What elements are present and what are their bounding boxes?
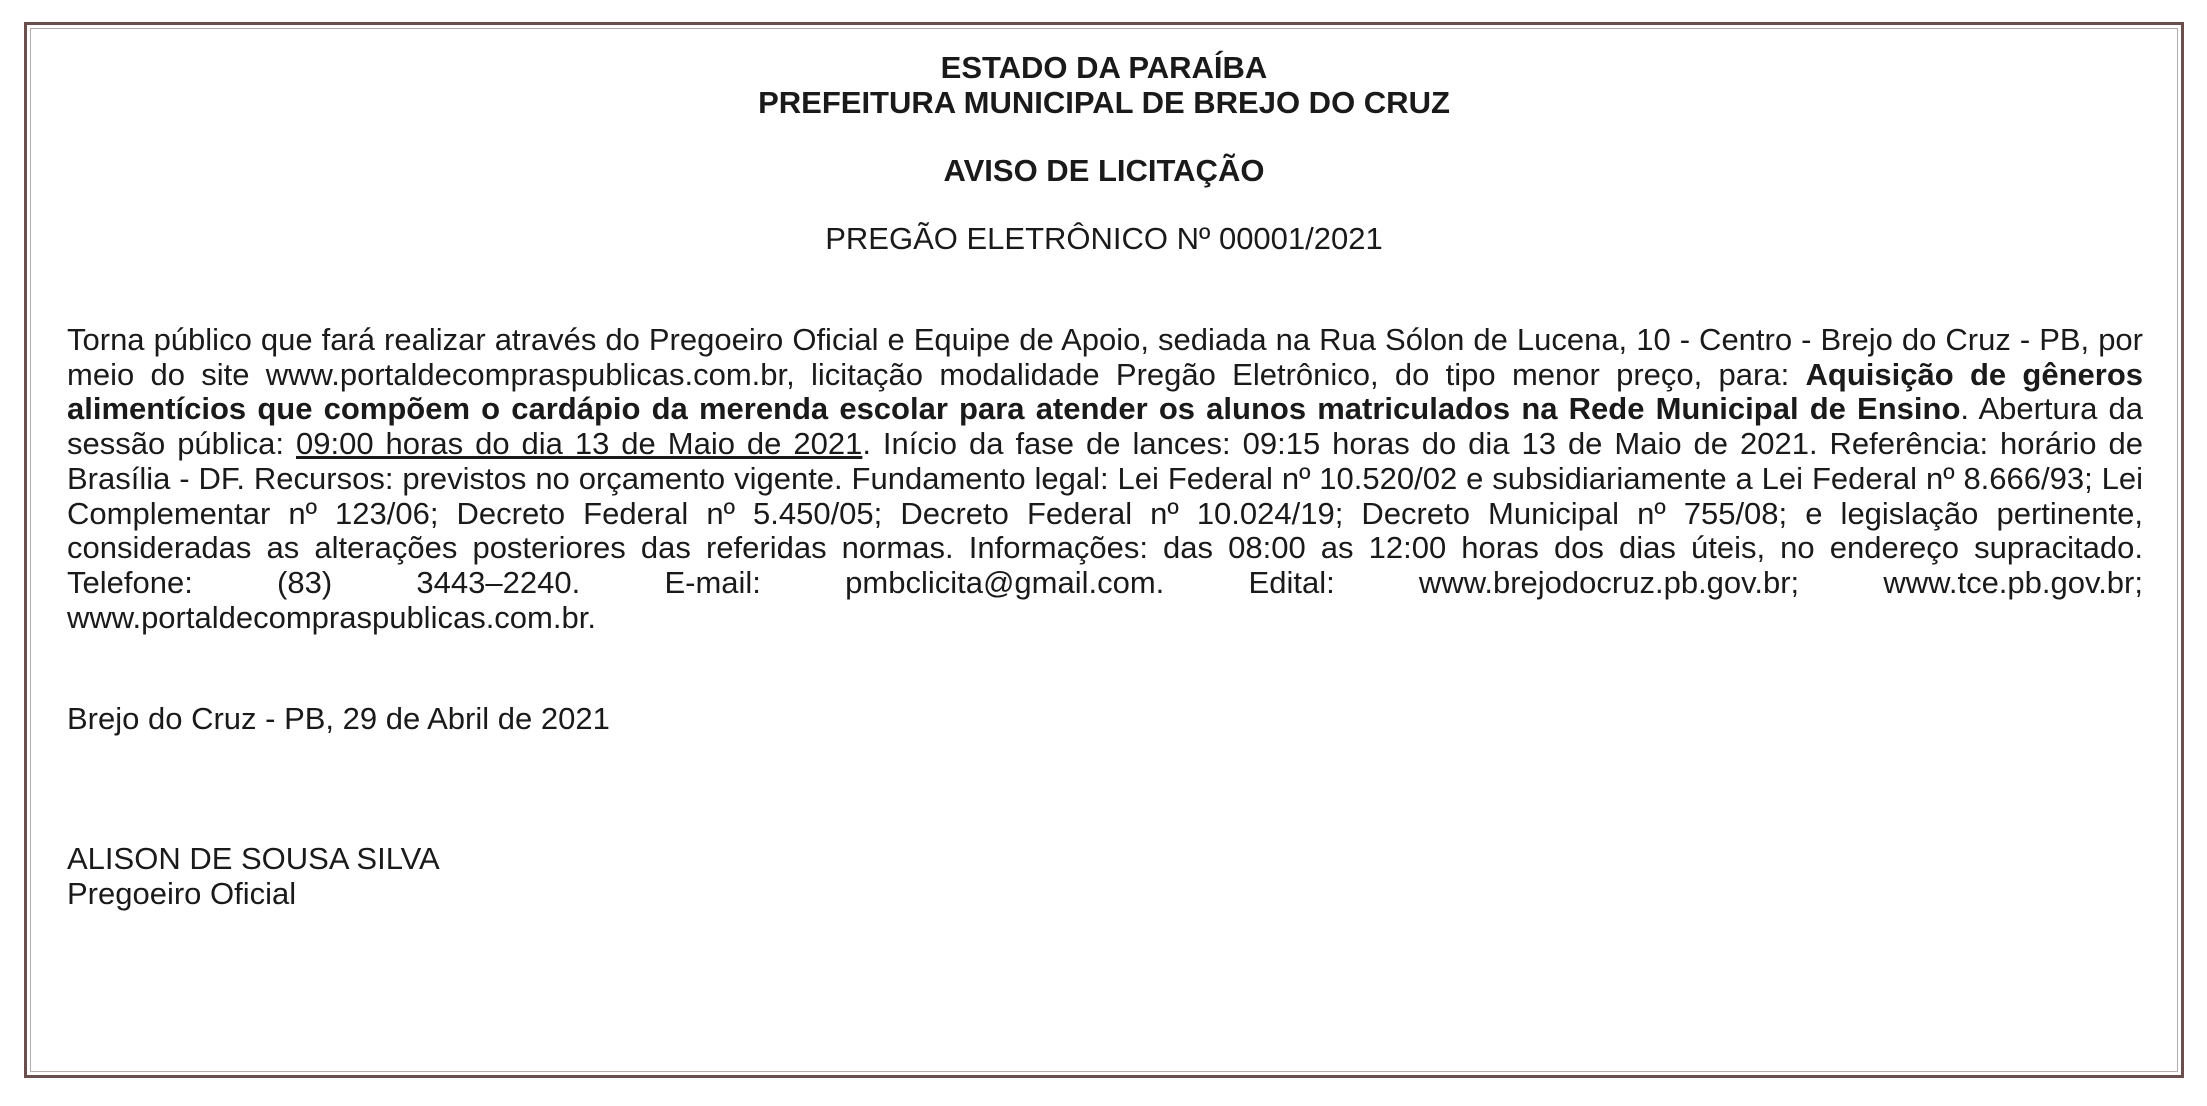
state-name: ESTADO DA PARAÍBA [940,50,1268,85]
body-details: . Início da fase de lances: 09:15 horas do dia 13 de Maio de 2021. Referência: horário de Brasília - DF. Recursos: previstos no orçamento vigente. Fundamento legal: Lei Federal nº 10.520/02 e subsidiariamente a Lei Federal nº 8.666/93; Lei Complementar nº 123/06; Decreto Federal nº 5.450/05; Decreto Federal nº 10.024/19; Decreto Municipal nº 755/08; e legislação pertinente, consideradas as alterações posteriores das referidas normas. Informações: das 08:00 as 12:00 horas dos dias úteis, no endereço supracitado. Telefone: (83) 3443–2240. E-mail: pmbclicita@gmail.com. Edital: www.brejodocruz.pb.gov.br; www.tce.pb.gov.br; www.portaldecompraspublicas.com.br. [67,426,2143,635]
place-date: Brejo do Cruz - PB, 29 de Abril de 2021 [67,701,610,736]
body-opening-label: . Abertura da sessão pública: [67,391,2143,462]
municipality-name: PREFEITURA MUNICIPAL DE BREJO DO CRUZ [758,85,1450,120]
notice-frame [24,22,2184,1078]
notice-title: AVISO DE LICITAÇÃO [943,153,1265,188]
body-object: Aquisição de gêneros alimentícios que compõem o cardápio da merenda escolar para atender os alunos matriculados na Rede Municipal de Ensino [67,356,2144,427]
body-intro: Torna público que fará realizar através do Pregoeiro Oficial e Equipe de Apoio, sediada na Rua Sólon de Lucena, 10 - Centro - Brejo do Cruz - PB, por meio do site www.portaldecompraspublicas.com.br, licitação modalidade Pregão Eletrônico, do tipo menor preço, para: [67,322,2143,392]
signer-name: ALISON DE SOUSA SILVA [67,841,440,876]
signer-role: Pregoeiro Oficial [67,876,297,911]
body-opening-time: 09:00 horas do dia 13 de Maio de 2021 [296,426,863,462]
notice-body [67,323,2143,635]
notice-header [27,50,2181,256]
notice-subtitle: PREGÃO ELETRÔNICO Nº 00001/2021 [825,221,1383,256]
